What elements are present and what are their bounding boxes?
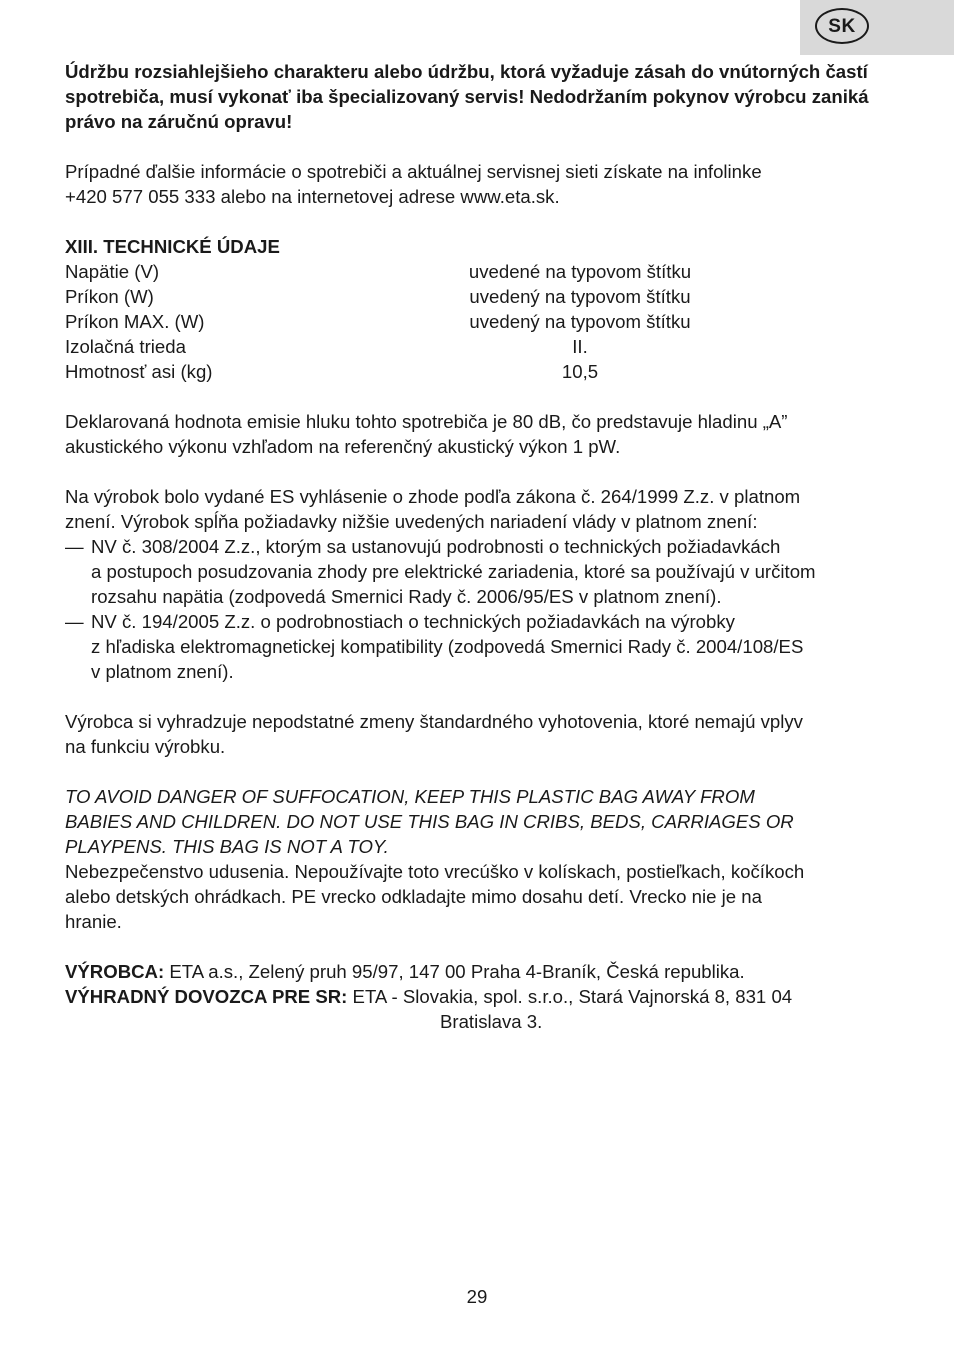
page-content [65,59,895,1034]
tech-heading: XIII. TECHNICKÉ ÚDAJE [65,236,280,257]
regulation-line: NV č. 308/2004 Z.z., ktorým sa ustanovujú podrobnosti o technických požiadavkách [91,536,781,557]
spec-label: Izolačná trieda [65,336,186,357]
spec-row-power [65,284,895,309]
declaration-line-2: znení. Výrobok spĺňa požiadavky nižšie uvedených nariadení vlády v platnom znení: [65,511,758,532]
suffocation-warning-en: TO AVOID DANGER OF SUFFOCATION, KEEP THIS PLASTIC BAG AWAY FROM [65,786,755,807]
suffocation-warning-sk: alebo detských ohrádkach. PE vrecko odkladajte mimo dosahu detí. Vrecko nie je na [65,886,762,907]
importer-text: ETA - Slovakia, spol. s.r.o., Stará Vajnorská 8, 831 04 [347,986,793,1007]
suffocation-warning-sk: Nebezpečenstvo udusenia. Nepoužívajte toto vrecúško v kolískach, postieľkach, kočíkoch [65,861,805,882]
noise-line-1: Deklarovaná hodnota emisie hluku tohto spotrebiča je 80 dB, čo predstavuje hladinu „A” [65,411,788,432]
importer-line-2: Bratislava 3. [440,1011,543,1032]
noise-line-2: akustického výkonu vzhľadom na referenčný akustický výkon 1 pW. [65,436,621,457]
warranty-notice: Údržbu rozsiahlejšieho charakteru alebo údržbu, ktorá vyžaduje zásah do vnútorných častí spotrebiča, musí vykonať iba špecializovaný servis! Nedodržaním pokynov výrobcu zaniká právo na záručnú opravu! [65,61,869,132]
importer-label: VÝHRADNÝ DOVOZCA PRE SR: [65,986,348,1007]
dash-bullet: — [65,536,84,557]
suffocation-warning-sk: hranie. [65,911,122,932]
regulation-line: v platnom znení). [91,661,234,682]
importer-line [65,984,895,1009]
manufacturer-line [65,959,895,984]
spec-value: 10,5 [561,361,599,382]
spec-label: Hmotnosť asi (kg) [65,361,213,382]
regulation-line: z hľadiska elektromagnetickej kompatibility (zodpovedá Smernici Rady č. 2004/108/ES [91,636,804,657]
spec-value: uvedené na typovom štítku [468,261,692,282]
manufacturer-label: VÝROBCA: [65,961,165,982]
regulation-line: a postupoch posudzovania zhody pre elektrické zariadenia, ktoré sa používajú v určitom [91,561,816,582]
spec-value: uvedený na typovom štítku [469,311,691,332]
spec-label: Príkon MAX. (W) [65,311,205,332]
regulation-line: NV č. 194/2005 Z.z. o podrobnostiach o technických požiadavkách na výrobky [91,611,735,632]
dash-bullet: — [65,611,84,632]
manufacturer-text: ETA a.s., Zelený pruh 95/97, 147 00 Praha 4-Braník, Česká republika. [164,961,745,982]
regulation-item [65,609,895,684]
info-line-2: +420 577 055 333 alebo na internetovej adrese www.eta.sk. [65,186,560,207]
regulation-line: rozsahu napätia (zodpovedá Smernici Rady č. 2006/95/ES v platnom znení). [91,586,722,607]
language-code-badge: SK [815,8,869,44]
spec-row-voltage [65,259,895,284]
spec-value: uvedený na typovom štítku [469,286,691,307]
spec-row-insulation-class [65,334,895,359]
info-line-1: Prípadné ďalšie informácie o spotrebiči a aktuálnej servisnej sieti získate na infolinke [65,161,762,182]
spec-row-weight [65,359,895,384]
suffocation-warning-en: PLAYPENS. THIS BAG IS NOT A TOY. [65,836,389,857]
changes-line-2: na funkciu výrobku. [65,736,226,757]
spec-value: II. [572,336,588,357]
spec-label: Príkon (W) [65,286,154,307]
declaration-line-1: Na výrobok bolo vydané ES vyhlásenie o zhode podľa zákona č. 264/1999 Z.z. v platnom [65,486,801,507]
regulation-item [65,534,895,609]
suffocation-warning-en: BABIES AND CHILDREN. DO NOT USE THIS BAG IN CRIBS, BEDS, CARRIAGES OR [65,811,794,832]
changes-line-1: Výrobca si vyhradzuje nepodstatné zmeny štandardného vyhotovenia, ktoré nemajú vplyv [65,711,803,732]
spec-row-max-power [65,309,895,334]
spec-label: Napätie (V) [65,261,160,282]
page-number: 29 [466,1286,488,1307]
language-tab [800,0,954,55]
